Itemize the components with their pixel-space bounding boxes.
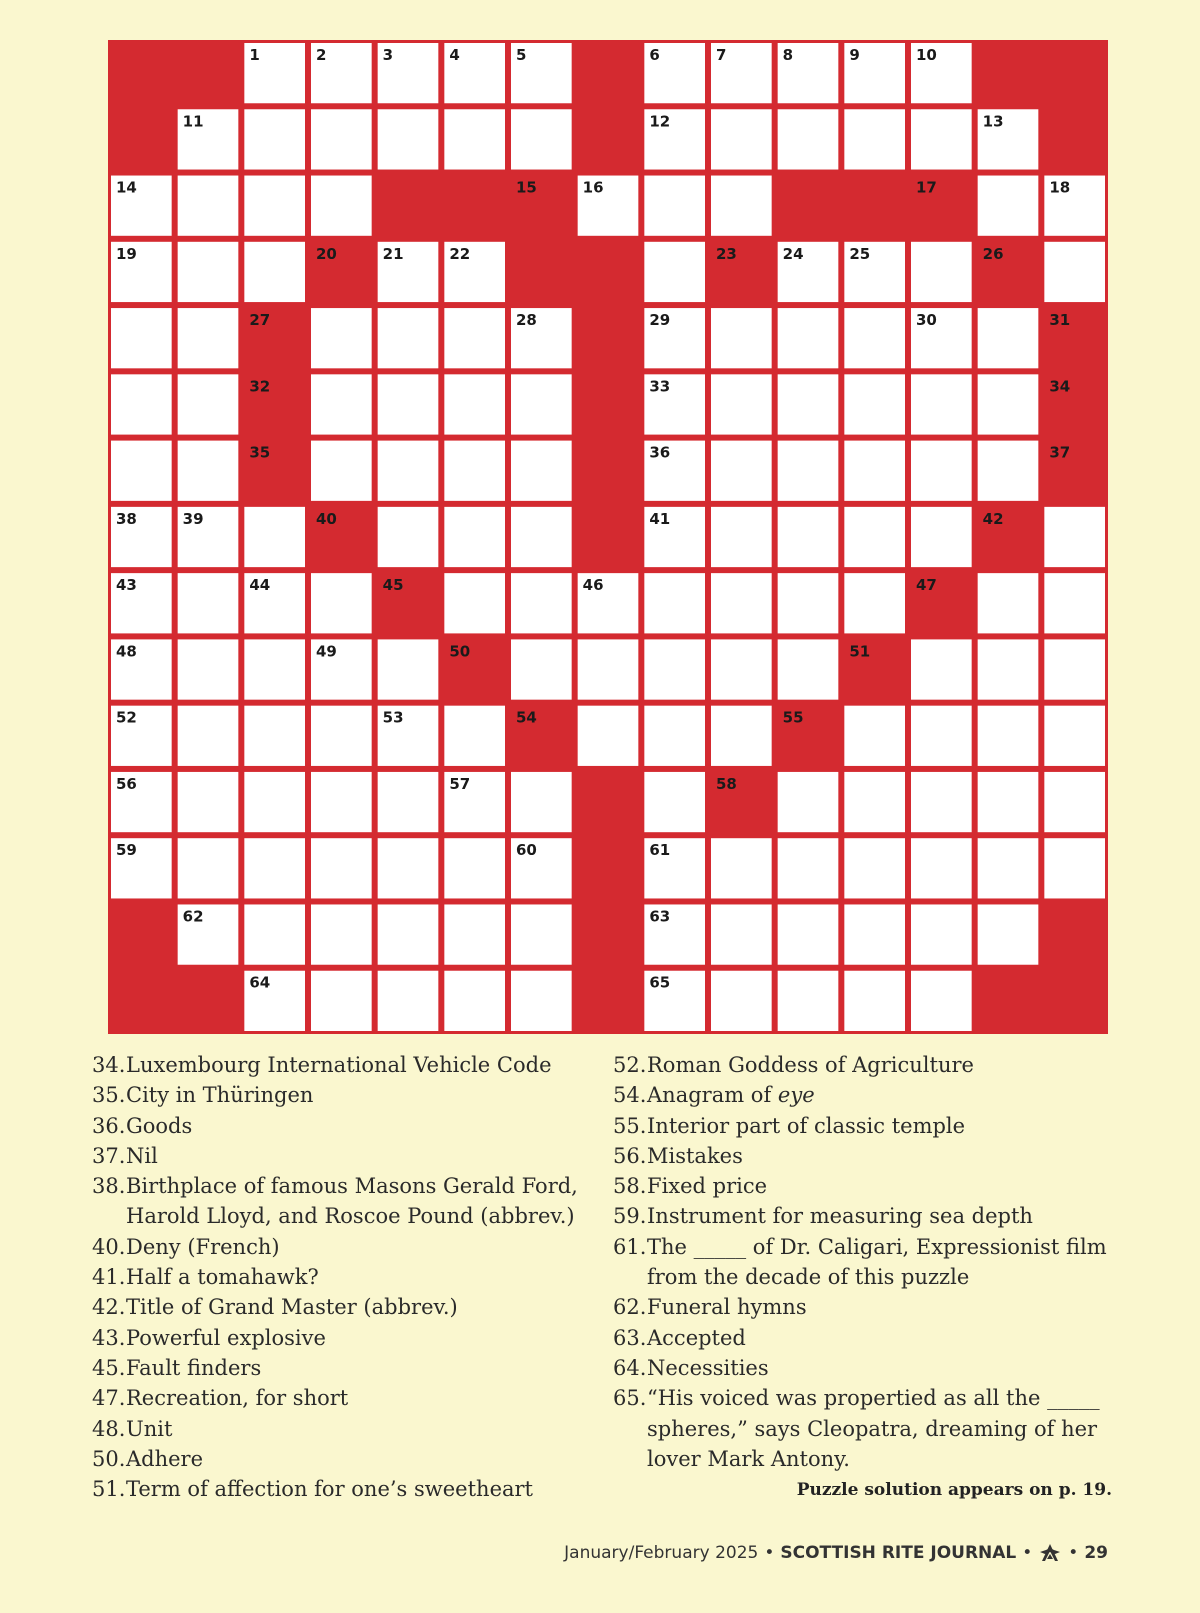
grid-cell[interactable] — [578, 639, 639, 699]
cell-number: 34 — [1049, 377, 1071, 396]
grid-cell[interactable] — [111, 374, 172, 434]
clue-item — [613, 1232, 1133, 1293]
grid-cell[interactable] — [644, 242, 705, 302]
cell-number: 64 — [249, 973, 271, 992]
cell-number: 42 — [982, 509, 1004, 528]
clue-item — [613, 1383, 1133, 1474]
clue-text: Fixed price — [647, 1174, 768, 1199]
grid-cell[interactable] — [778, 639, 839, 699]
grid-cell[interactable] — [378, 904, 439, 964]
clue-text: “His voiced was propertied as all the _____ spheres,” says Cleopatra, dreaming of her lover Mark Antony. — [647, 1386, 1100, 1471]
cell-number: 17 — [916, 178, 937, 197]
grid-cell[interactable] — [311, 374, 372, 434]
clue-text: Anagram of eye — [647, 1083, 815, 1108]
clue-text: Mistakes — [647, 1143, 743, 1168]
cell-number: 25 — [849, 244, 871, 263]
grid-cell[interactable] — [378, 441, 439, 501]
grid-cell[interactable] — [311, 706, 372, 766]
grid-cell[interactable] — [511, 904, 572, 964]
grid-cell[interactable] — [844, 374, 905, 434]
grid-cell[interactable] — [1044, 573, 1105, 633]
cell-number: 41 — [649, 509, 671, 528]
grid-cell[interactable] — [711, 904, 772, 964]
clue-number: 64. — [613, 1355, 647, 1380]
grid-cell[interactable] — [778, 374, 839, 434]
grid-cell[interactable] — [844, 772, 905, 832]
grid-cell[interactable] — [1044, 242, 1105, 302]
solution-note: Puzzle solution appears on p. 19. — [796, 1480, 1112, 1500]
cell-number: 49 — [316, 642, 337, 661]
clue-item — [613, 1323, 1133, 1353]
clue-number: 58. — [613, 1174, 647, 1199]
grid-cell[interactable] — [778, 971, 839, 1031]
clue-number: 52. — [613, 1053, 647, 1077]
grid-cell[interactable] — [444, 573, 505, 633]
cell-number: 48 — [116, 642, 137, 661]
grid-cell[interactable] — [911, 507, 972, 567]
page-footer — [564, 1542, 1108, 1564]
clue-number: 38. — [92, 1174, 126, 1199]
clue-number: 41. — [92, 1265, 126, 1290]
clue-number: 56. — [613, 1143, 647, 1168]
clue-item — [613, 1080, 1133, 1110]
cell-number: 22 — [449, 244, 471, 263]
clue-text: The _____ of Dr. Caligari, Expressionist film from the decade of this puzzle — [647, 1234, 1107, 1290]
clue-text: Title of Grand Master (abbrev.) — [126, 1295, 458, 1320]
grid-cell[interactable] — [711, 308, 772, 368]
clue-list-left — [92, 1050, 612, 1504]
grid-cell[interactable] — [378, 308, 439, 368]
grid-cell[interactable] — [911, 374, 972, 434]
cell-number: 45 — [382, 576, 404, 595]
cell-number: 2 — [316, 46, 327, 64]
cell-number: 16 — [582, 178, 604, 197]
clue-number: 63. — [613, 1325, 647, 1350]
cell-number: 40 — [316, 509, 337, 528]
cell-number: 31 — [1049, 311, 1071, 330]
cell-number: 23 — [716, 244, 737, 263]
clue-text: Nil — [126, 1143, 158, 1168]
grid-cell[interactable] — [711, 639, 772, 699]
cell-number: 62 — [182, 907, 204, 926]
grid-cell[interactable] — [311, 176, 372, 236]
grid-cell[interactable] — [444, 441, 505, 501]
separator: • — [1068, 1543, 1079, 1563]
clue-item — [92, 1444, 612, 1474]
grid-cell[interactable] — [711, 507, 772, 567]
clue-text: Interior part of classic temple — [647, 1113, 966, 1138]
clue-text: City in Thüringen — [126, 1083, 314, 1108]
clue-text: Funeral hymns — [647, 1295, 807, 1320]
grid-cell[interactable] — [778, 441, 839, 501]
grid-cell[interactable] — [511, 573, 572, 633]
separator: • — [764, 1543, 775, 1563]
grid-cell[interactable] — [178, 639, 239, 699]
grid-cell[interactable] — [711, 706, 772, 766]
grid-cell[interactable] — [711, 441, 772, 501]
grid-cell[interactable] — [911, 838, 972, 898]
cell-number: 3 — [382, 46, 394, 64]
grid-cell[interactable] — [711, 838, 772, 898]
grid-cell[interactable] — [978, 441, 1039, 501]
cell-number: 53 — [382, 708, 404, 727]
cell-number: 51 — [849, 642, 871, 661]
clue-item — [92, 1171, 612, 1232]
cell-number: 44 — [249, 576, 271, 595]
grid-cell[interactable] — [311, 772, 372, 832]
cell-number: 56 — [116, 774, 137, 793]
cell-number: 20 — [316, 244, 337, 263]
cell-number: 29 — [649, 311, 671, 330]
clue-item — [92, 1050, 612, 1080]
grid-cell[interactable] — [844, 904, 905, 964]
grid-cell[interactable] — [511, 441, 572, 501]
clue-text: Birthplace of famous Masons Gerald Ford, Harold Lloyd, and Roscoe Pound (abbrev.) — [126, 1174, 578, 1229]
grid-cell[interactable] — [1044, 706, 1105, 766]
grid-cell[interactable] — [311, 573, 372, 633]
grid-cell[interactable] — [511, 374, 572, 434]
clue-number: 51. — [92, 1477, 126, 1502]
cell-number: 58 — [716, 774, 737, 793]
grid-cell[interactable] — [778, 308, 839, 368]
grid-cell[interactable] — [444, 507, 505, 567]
grid-cell[interactable] — [511, 507, 572, 567]
cell-number: 8 — [782, 46, 794, 64]
grid-cell[interactable] — [978, 838, 1039, 898]
clue-item — [613, 1141, 1133, 1171]
grid-cell[interactable] — [644, 772, 705, 832]
cell-number: 59 — [116, 841, 137, 860]
grid-cell[interactable] — [978, 639, 1039, 699]
cell-number: 12 — [649, 112, 671, 131]
cell-number: 61 — [649, 841, 671, 860]
clue-item — [92, 1353, 612, 1383]
grid-cell[interactable] — [111, 308, 172, 368]
grid-cell[interactable] — [378, 507, 439, 567]
cell-number: 30 — [916, 311, 937, 330]
clue-number: 37. — [92, 1143, 126, 1168]
clue-item — [92, 1111, 612, 1141]
cell-number: 60 — [516, 841, 537, 860]
grid-cell[interactable] — [778, 573, 839, 633]
grid-cell[interactable] — [244, 639, 305, 699]
journal-name: SCOTTISH RITE JOURNAL — [780, 1543, 1017, 1563]
grid-cell[interactable] — [511, 639, 572, 699]
grid-cell[interactable] — [311, 109, 372, 169]
grid-cell[interactable] — [978, 706, 1039, 766]
issue-date: January/February 2025 — [564, 1543, 759, 1563]
cell-number: 47 — [916, 576, 937, 595]
cell-number: 54 — [516, 708, 537, 727]
cell-number: 39 — [182, 509, 204, 528]
clue-item — [613, 1111, 1133, 1141]
clue-number: 50. — [92, 1446, 126, 1471]
grid-cell[interactable] — [178, 706, 239, 766]
cell-number: 26 — [982, 244, 1004, 263]
grid-cell[interactable] — [444, 374, 505, 434]
grid-cell[interactable] — [978, 904, 1039, 964]
double-headed-eagle-icon — [1038, 1542, 1062, 1564]
grid-cell[interactable] — [711, 109, 772, 169]
separator: • — [1022, 1543, 1033, 1563]
grid-cell[interactable] — [844, 308, 905, 368]
grid-cell[interactable] — [444, 904, 505, 964]
grid-cell[interactable] — [978, 573, 1039, 633]
grid-cell[interactable] — [244, 242, 305, 302]
grid-cell[interactable] — [378, 838, 439, 898]
grid-cell[interactable] — [444, 109, 505, 169]
clue-text: Fault finders — [126, 1355, 262, 1380]
grid-cell[interactable] — [311, 971, 372, 1031]
crossword-grid — [108, 40, 1108, 1034]
grid-cell[interactable] — [911, 706, 972, 766]
grid-cell[interactable] — [111, 441, 172, 501]
grid-cell[interactable] — [1044, 772, 1105, 832]
grid-cell[interactable] — [778, 904, 839, 964]
grid-cell[interactable] — [178, 441, 239, 501]
clue-number: 48. — [92, 1416, 126, 1441]
cell-number: 37 — [1049, 443, 1071, 462]
grid-cell[interactable] — [378, 109, 439, 169]
cell-number: 11 — [182, 112, 204, 131]
clue-item — [613, 1353, 1133, 1383]
clue-number: 35. — [92, 1083, 126, 1108]
grid-cell[interactable] — [178, 176, 239, 236]
clue-number: 36. — [92, 1113, 126, 1138]
clue-text: Adhere — [126, 1446, 204, 1471]
cell-number: 19 — [116, 244, 137, 263]
grid-cell[interactable] — [244, 706, 305, 766]
grid-cell[interactable] — [244, 904, 305, 964]
grid-cell[interactable] — [911, 109, 972, 169]
cell-number: 4 — [449, 46, 460, 64]
clue-number: 43. — [92, 1325, 126, 1350]
clue-text: Accepted — [647, 1325, 746, 1350]
cell-number: 33 — [649, 377, 671, 396]
grid-cell[interactable] — [378, 639, 439, 699]
clue-item — [92, 1474, 612, 1504]
grid-cell[interactable] — [378, 971, 439, 1031]
clue-text: Half a tomahawk? — [126, 1265, 319, 1290]
grid-cell[interactable] — [711, 971, 772, 1031]
cell-number: 50 — [449, 642, 471, 661]
grid-cell[interactable] — [978, 772, 1039, 832]
clue-number: 34. — [92, 1053, 126, 1077]
grid-cell[interactable] — [178, 374, 239, 434]
grid-cell[interactable] — [778, 838, 839, 898]
grid-cell[interactable] — [844, 573, 905, 633]
clue-item — [92, 1323, 612, 1353]
grid-cell[interactable] — [844, 838, 905, 898]
clue-number: 45. — [92, 1355, 126, 1380]
clue-text: Instrument for measuring sea depth — [647, 1204, 1033, 1229]
grid-cell[interactable] — [844, 706, 905, 766]
grid-cell[interactable] — [911, 441, 972, 501]
grid-cell[interactable] — [644, 706, 705, 766]
cell-number: 28 — [516, 311, 537, 330]
grid-cell[interactable] — [844, 441, 905, 501]
clue-number: 62. — [613, 1295, 647, 1320]
grid-cell[interactable] — [511, 971, 572, 1031]
clue-text: Goods — [126, 1113, 193, 1138]
grid-cell[interactable] — [711, 374, 772, 434]
clue-item — [92, 1232, 612, 1262]
grid-cell[interactable] — [778, 772, 839, 832]
cell-number: 1 — [249, 46, 260, 64]
cell-number: 7 — [716, 46, 727, 64]
clue-text: Term of affection for one’s sweetheart — [126, 1477, 533, 1502]
cell-number: 38 — [116, 509, 137, 528]
grid-cell[interactable] — [1044, 507, 1105, 567]
clue-text: Necessities — [647, 1355, 769, 1380]
grid-cell[interactable] — [1044, 838, 1105, 898]
grid-cell[interactable] — [378, 374, 439, 434]
grid-cell[interactable] — [911, 772, 972, 832]
grid-cell[interactable] — [244, 838, 305, 898]
grid-cell[interactable] — [178, 242, 239, 302]
cell-number: 14 — [116, 178, 137, 197]
clue-number: 54. — [613, 1083, 647, 1108]
grid-cell[interactable] — [644, 176, 705, 236]
grid-cell[interactable] — [1044, 639, 1105, 699]
cell-number: 46 — [582, 576, 604, 595]
grid-cell[interactable] — [911, 639, 972, 699]
grid-cell[interactable] — [378, 772, 439, 832]
grid-cell[interactable] — [911, 242, 972, 302]
cell-number: 52 — [116, 708, 137, 727]
grid-cell[interactable] — [844, 507, 905, 567]
grid-cell[interactable] — [244, 772, 305, 832]
grid-cell[interactable] — [644, 639, 705, 699]
clue-item — [92, 1141, 612, 1171]
clue-number: 61. — [613, 1234, 647, 1259]
clue-item — [92, 1262, 612, 1292]
grid-cell[interactable] — [244, 507, 305, 567]
clue-list-right — [613, 1050, 1133, 1474]
cell-number: 9 — [849, 46, 860, 64]
clue-item — [92, 1414, 612, 1444]
grid-cell[interactable] — [444, 838, 505, 898]
grid-cell[interactable] — [844, 109, 905, 169]
grid-cell[interactable] — [778, 109, 839, 169]
cell-number: 10 — [916, 46, 937, 64]
cell-number: 6 — [649, 46, 660, 64]
clue-text: Recreation, for short — [126, 1386, 349, 1411]
clue-number: 55. — [613, 1113, 647, 1138]
grid-cell[interactable] — [578, 706, 639, 766]
cell-number: 15 — [516, 178, 537, 197]
clue-item — [613, 1050, 1133, 1080]
grid-cell[interactable] — [711, 176, 772, 236]
grid-cell[interactable] — [244, 109, 305, 169]
clue-number: 65. — [613, 1386, 647, 1411]
grid-cell[interactable] — [311, 308, 372, 368]
grid-cell[interactable] — [444, 971, 505, 1031]
grid-cell[interactable] — [978, 374, 1039, 434]
clue-number: 59. — [613, 1204, 647, 1229]
cell-number: 13 — [982, 112, 1004, 131]
clue-number: 47. — [92, 1386, 126, 1411]
grid-cell[interactable] — [511, 109, 572, 169]
clue-item — [92, 1292, 612, 1322]
cell-number: 32 — [249, 377, 271, 396]
grid-cell[interactable] — [244, 176, 305, 236]
cell-number: 24 — [782, 244, 804, 263]
grid-cell[interactable] — [178, 772, 239, 832]
cell-number: 57 — [449, 774, 471, 793]
cell-number: 43 — [116, 576, 137, 595]
clue-item — [92, 1383, 612, 1413]
cell-number: 35 — [249, 443, 271, 462]
grid-cell[interactable] — [444, 308, 505, 368]
clue-text: Luxembourg International Vehicle Code — [126, 1053, 552, 1077]
grid-cell[interactable] — [711, 573, 772, 633]
clue-text: Unit — [126, 1416, 173, 1441]
cell-number: 63 — [649, 907, 671, 926]
grid-cell[interactable] — [778, 507, 839, 567]
clue-item — [92, 1080, 612, 1110]
grid-cell[interactable] — [978, 176, 1039, 236]
grid-cell[interactable] — [311, 838, 372, 898]
clue-text: Deny (French) — [126, 1234, 280, 1259]
page-number: 29 — [1084, 1543, 1108, 1563]
grid-cell[interactable] — [644, 573, 705, 633]
grid-cell[interactable] — [911, 904, 972, 964]
clue-item — [613, 1201, 1133, 1231]
cell-number: 5 — [516, 46, 527, 64]
grid-cell[interactable] — [444, 706, 505, 766]
cell-number: 18 — [1049, 178, 1071, 197]
clue-text: Powerful explosive — [126, 1325, 326, 1350]
clue-number: 40. — [92, 1234, 126, 1259]
cell-number: 27 — [249, 311, 271, 330]
cell-number: 36 — [649, 443, 671, 462]
grid-cell[interactable] — [311, 904, 372, 964]
grid-cell[interactable] — [178, 573, 239, 633]
grid-cell[interactable] — [911, 971, 972, 1031]
clue-item — [613, 1292, 1133, 1322]
clue-item — [613, 1171, 1133, 1201]
grid-cell[interactable] — [844, 971, 905, 1031]
cell-number: 65 — [649, 973, 671, 992]
cell-number: 21 — [382, 244, 404, 263]
clue-number: 42. — [92, 1295, 126, 1320]
grid-cell[interactable] — [178, 838, 239, 898]
cell-number: 55 — [782, 708, 804, 727]
grid-cell[interactable] — [978, 308, 1039, 368]
grid-cell[interactable] — [178, 308, 239, 368]
clue-text: Roman Goddess of Agriculture — [647, 1053, 974, 1077]
grid-cell[interactable] — [511, 772, 572, 832]
grid-cell[interactable] — [311, 441, 372, 501]
